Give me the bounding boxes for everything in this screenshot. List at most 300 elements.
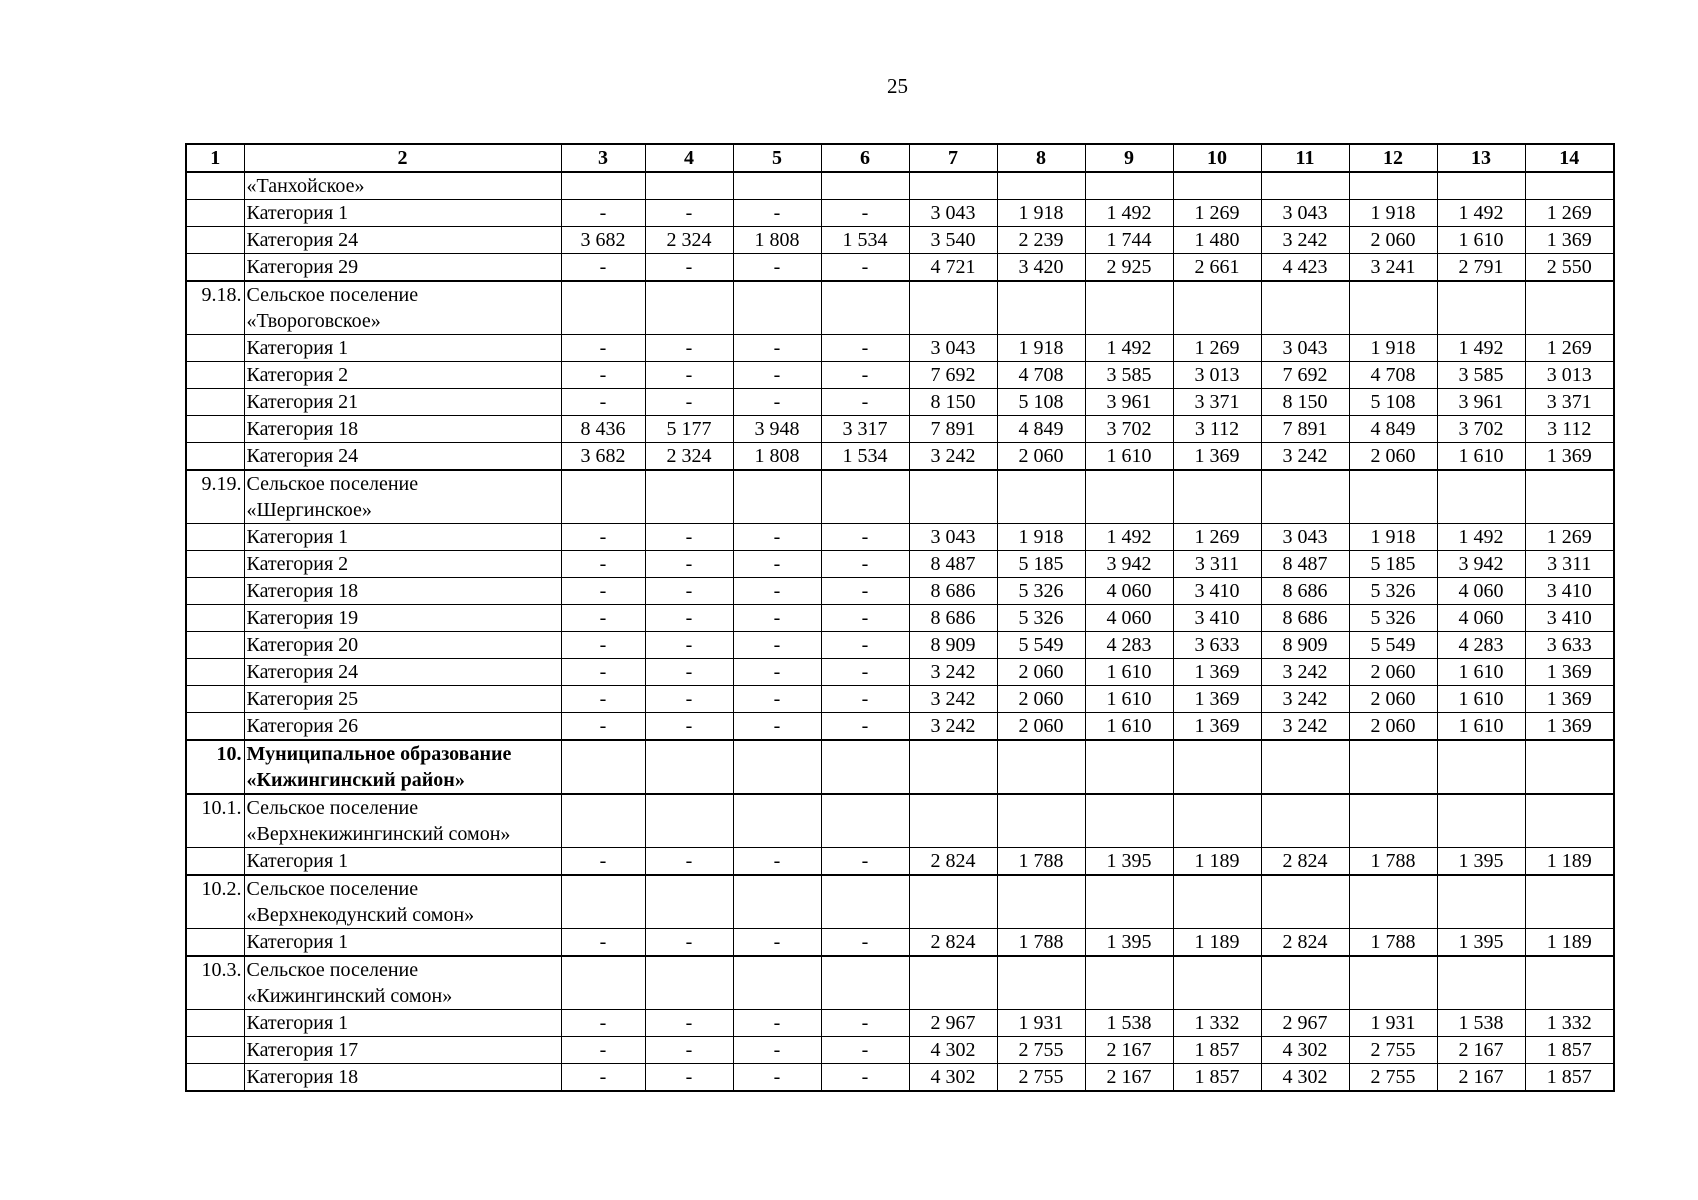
cell-col-9: 4 060 [1085,605,1173,632]
cell-col-9: 4 283 [1085,632,1173,659]
cell-col-10 [1173,956,1261,1010]
table-row [186,389,1614,416]
cell-col-9: 1 610 [1085,686,1173,713]
cell-col-3: - [561,632,645,659]
cell-col-6: - [821,389,909,416]
cell-col-11 [1261,470,1349,524]
cell-col-8: 1 788 [997,929,1085,957]
cell-col-11 [1261,875,1349,929]
cell-col-14: 1 369 [1525,227,1614,254]
cell-col-8: 5 549 [997,632,1085,659]
cell-col-3: 8 436 [561,416,645,443]
cell-col-14 [1525,794,1614,848]
row-name: Категория 19 [244,605,561,632]
cell-col-7 [909,281,997,335]
column-header-10: 10 [1173,144,1261,172]
cell-col-7: 2 967 [909,1010,997,1037]
cell-col-7 [909,172,997,200]
cell-col-9: 4 060 [1085,578,1173,605]
cell-col-7: 4 721 [909,254,997,282]
cell-col-10 [1173,875,1261,929]
cell-col-11: 3 242 [1261,443,1349,471]
row-name: Категория 2 [244,362,561,389]
cell-col-11: 7 692 [1261,362,1349,389]
cell-col-11: 4 302 [1261,1064,1349,1092]
cell-col-14: 1 369 [1525,443,1614,471]
cell-col-11: 3 043 [1261,200,1349,227]
table-row [186,551,1614,578]
cell-col-9: 1 395 [1085,848,1173,876]
cell-col-14: 1 269 [1525,524,1614,551]
cell-col-8: 2 060 [997,659,1085,686]
cell-col-11: 4 302 [1261,1037,1349,1064]
cell-col-14: 3 371 [1525,389,1614,416]
cell-col-11: 7 891 [1261,416,1349,443]
cell-col-4: - [645,1010,733,1037]
cell-col-5: - [733,848,821,876]
cell-col-5: - [733,551,821,578]
table-row [186,578,1614,605]
cell-col-3: - [561,578,645,605]
row-number [186,632,244,659]
cell-col-9: 1 744 [1085,227,1173,254]
cell-col-8: 4 708 [997,362,1085,389]
cell-col-3: - [561,605,645,632]
table-row [186,605,1614,632]
cell-col-8: 2 755 [997,1037,1085,1064]
cell-col-11: 3 242 [1261,227,1349,254]
cell-col-8: 5 326 [997,605,1085,632]
row-number [186,389,244,416]
cell-col-13: 4 060 [1437,578,1525,605]
cell-col-3 [561,875,645,929]
row-number [186,335,244,362]
row-name: Сельское поселение «Шергинское» [244,470,561,524]
cell-col-4: - [645,578,733,605]
cell-col-11: 3 242 [1261,713,1349,741]
cell-col-6: - [821,1010,909,1037]
cell-col-3: - [561,524,645,551]
cell-col-10: 1 857 [1173,1037,1261,1064]
column-header-5: 5 [733,144,821,172]
cell-col-10 [1173,470,1261,524]
row-name: Муниципальное образование «Кижингинский район» [244,740,561,794]
table-row [186,740,1614,794]
cell-col-11 [1261,740,1349,794]
row-name: Категория 29 [244,254,561,282]
row-name: Категория 26 [244,713,561,741]
cell-col-5: - [733,605,821,632]
row-name: Категория 24 [244,659,561,686]
cell-col-12: 4 708 [1349,362,1437,389]
cell-col-6: 3 317 [821,416,909,443]
cell-col-10: 2 661 [1173,254,1261,282]
cell-col-11: 2 824 [1261,848,1349,876]
cell-col-9: 2 167 [1085,1064,1173,1092]
row-number [186,443,244,471]
row-name: Категория 17 [244,1037,561,1064]
table-row [186,416,1614,443]
cell-col-5: 1 808 [733,443,821,471]
cell-col-4: - [645,848,733,876]
cell-col-13: 1 610 [1437,686,1525,713]
cell-col-9 [1085,172,1173,200]
column-header-14: 14 [1525,144,1614,172]
page-number: 25 [887,74,908,98]
cell-col-5 [733,794,821,848]
cell-col-4 [645,470,733,524]
cell-col-3 [561,956,645,1010]
cell-col-10 [1173,172,1261,200]
row-number [186,524,244,551]
cell-col-6 [821,281,909,335]
cell-col-9: 3 942 [1085,551,1173,578]
cell-col-6 [821,172,909,200]
cell-col-14 [1525,281,1614,335]
cell-col-8: 4 849 [997,416,1085,443]
cell-col-7: 4 302 [909,1037,997,1064]
cell-col-7: 8 686 [909,605,997,632]
cell-col-13: 1 610 [1437,227,1525,254]
cell-col-11: 8 686 [1261,578,1349,605]
cell-col-7: 3 540 [909,227,997,254]
cell-col-6: - [821,686,909,713]
cell-col-3 [561,794,645,848]
row-number [186,848,244,876]
cell-col-11: 8 150 [1261,389,1349,416]
cell-col-12: 2 755 [1349,1064,1437,1092]
cell-col-6: - [821,929,909,957]
cell-col-4: - [645,929,733,957]
cell-col-5: - [733,389,821,416]
cell-col-7: 3 043 [909,200,997,227]
cell-col-8: 3 420 [997,254,1085,282]
cell-col-9 [1085,470,1173,524]
cell-col-10: 1 369 [1173,443,1261,471]
cell-col-14: 1 857 [1525,1037,1614,1064]
header-row [186,144,1614,172]
cell-col-12: 1 918 [1349,524,1437,551]
cell-col-14: 1 189 [1525,929,1614,957]
cell-col-13: 3 942 [1437,551,1525,578]
cell-col-12: 4 849 [1349,416,1437,443]
row-number [186,254,244,282]
cell-col-12: 1 788 [1349,929,1437,957]
row-number [186,200,244,227]
cell-col-8 [997,956,1085,1010]
row-name: Категория 24 [244,443,561,471]
cell-col-8: 2 060 [997,686,1085,713]
cell-col-5: - [733,686,821,713]
cell-col-6: - [821,1064,909,1092]
cell-col-9 [1085,794,1173,848]
cell-col-13: 1 610 [1437,713,1525,741]
cell-col-3: - [561,848,645,876]
cell-col-4 [645,740,733,794]
row-number [186,578,244,605]
cell-col-13: 2 167 [1437,1037,1525,1064]
cell-col-14 [1525,956,1614,1010]
cell-col-6 [821,470,909,524]
cell-col-13 [1437,281,1525,335]
cell-col-13: 2 167 [1437,1064,1525,1092]
cell-col-3: - [561,362,645,389]
cell-col-7: 3 242 [909,659,997,686]
cell-col-12: 5 185 [1349,551,1437,578]
row-name: Категория 1 [244,1010,561,1037]
table-row [186,281,1614,335]
cell-col-5: 1 808 [733,227,821,254]
table-row [186,1064,1614,1092]
row-name: Категория 20 [244,632,561,659]
cell-col-14 [1525,172,1614,200]
cell-col-6 [821,740,909,794]
cell-col-4: - [645,200,733,227]
row-name: Категория 24 [244,227,561,254]
row-number [186,551,244,578]
cell-col-6 [821,956,909,1010]
cell-col-12: 1 918 [1349,200,1437,227]
cell-col-7 [909,740,997,794]
cell-col-5 [733,470,821,524]
table-row [186,956,1614,1010]
cell-col-9: 1 492 [1085,524,1173,551]
cell-col-13: 1 610 [1437,443,1525,471]
table-row [186,524,1614,551]
cell-col-4: - [645,254,733,282]
cell-col-4 [645,875,733,929]
cell-col-3: 3 682 [561,443,645,471]
table-row [186,794,1614,848]
cell-col-12 [1349,172,1437,200]
row-name: Сельское поселение «Верхнекижингинский сомон» [244,794,561,848]
cell-col-12: 1 931 [1349,1010,1437,1037]
cell-col-8: 1 788 [997,848,1085,876]
cell-col-3: - [561,713,645,741]
cell-col-6: - [821,362,909,389]
cell-col-14: 1 369 [1525,713,1614,741]
column-header-6: 6 [821,144,909,172]
cell-col-8: 1 918 [997,335,1085,362]
cell-col-7: 3 043 [909,335,997,362]
cell-col-12 [1349,281,1437,335]
cell-col-13 [1437,956,1525,1010]
table-row [186,632,1614,659]
table-row [186,929,1614,957]
cell-col-5: - [733,929,821,957]
cell-col-12: 2 060 [1349,443,1437,471]
cell-col-8: 1 931 [997,1010,1085,1037]
cell-col-14 [1525,875,1614,929]
cell-col-13: 4 060 [1437,605,1525,632]
cell-col-7: 2 824 [909,929,997,957]
row-name: Категория 1 [244,929,561,957]
cell-col-3 [561,470,645,524]
cell-col-14: 3 311 [1525,551,1614,578]
cell-col-12: 5 326 [1349,605,1437,632]
cell-col-3 [561,281,645,335]
cell-col-8 [997,875,1085,929]
cell-col-4: - [645,632,733,659]
cell-col-5: - [733,713,821,741]
cell-col-5 [733,875,821,929]
cell-col-14: 2 550 [1525,254,1614,282]
table-row [186,470,1614,524]
cell-col-8 [997,470,1085,524]
cell-col-9: 1 610 [1085,659,1173,686]
cell-col-4: - [645,362,733,389]
cell-col-14: 1 269 [1525,335,1614,362]
cell-col-4: - [645,551,733,578]
cell-col-3: - [561,659,645,686]
cell-col-7: 8 686 [909,578,997,605]
cell-col-7 [909,875,997,929]
cell-col-7: 3 043 [909,524,997,551]
row-name: Категория 18 [244,416,561,443]
cell-col-9: 1 492 [1085,335,1173,362]
cell-col-8: 5 185 [997,551,1085,578]
cell-col-6: - [821,848,909,876]
cell-col-7 [909,956,997,1010]
cell-col-14: 3 410 [1525,605,1614,632]
cell-col-13 [1437,470,1525,524]
row-number [186,1064,244,1092]
column-header-2: 2 [244,144,561,172]
cell-col-10: 3 112 [1173,416,1261,443]
cell-col-9: 3 702 [1085,416,1173,443]
cell-col-11 [1261,794,1349,848]
row-number: 9.18. [186,281,244,335]
cell-col-6: - [821,578,909,605]
cell-col-11: 3 242 [1261,659,1349,686]
cell-col-9 [1085,956,1173,1010]
cell-col-4 [645,172,733,200]
row-name: Категория 18 [244,578,561,605]
table-row [186,659,1614,686]
cell-col-4: - [645,389,733,416]
cell-col-6: - [821,551,909,578]
cell-col-7: 3 242 [909,713,997,741]
cell-col-10 [1173,281,1261,335]
table-row [186,200,1614,227]
cell-col-10: 3 311 [1173,551,1261,578]
row-number: 10.2. [186,875,244,929]
cell-col-12: 3 241 [1349,254,1437,282]
cell-col-13: 3 702 [1437,416,1525,443]
cell-col-10: 1 189 [1173,929,1261,957]
cell-col-9: 1 492 [1085,200,1173,227]
table-row [186,254,1614,282]
cell-col-6: 1 534 [821,227,909,254]
cell-col-5 [733,740,821,794]
cell-col-10: 1 369 [1173,659,1261,686]
cell-col-9: 2 167 [1085,1037,1173,1064]
cell-col-9 [1085,875,1173,929]
cell-col-11 [1261,956,1349,1010]
cell-col-14 [1525,470,1614,524]
cell-col-13: 3 585 [1437,362,1525,389]
cell-col-9: 1 395 [1085,929,1173,957]
cell-col-12: 5 549 [1349,632,1437,659]
cell-col-3: - [561,1037,645,1064]
column-header-4: 4 [645,144,733,172]
cell-col-3: - [561,929,645,957]
cell-col-9: 1 610 [1085,443,1173,471]
cell-col-5: - [733,1010,821,1037]
cell-col-13 [1437,875,1525,929]
row-number: 9.19. [186,470,244,524]
cell-col-9: 2 925 [1085,254,1173,282]
cell-col-5: 3 948 [733,416,821,443]
cell-col-12: 2 060 [1349,659,1437,686]
column-header-1: 1 [186,144,244,172]
row-number [186,1010,244,1037]
cell-col-7: 8 150 [909,389,997,416]
cell-col-11: 3 043 [1261,524,1349,551]
cell-col-13: 1 538 [1437,1010,1525,1037]
row-name: Категория 18 [244,1064,561,1092]
cell-col-13: 1 492 [1437,200,1525,227]
cell-col-3: - [561,686,645,713]
cell-col-12: 2 060 [1349,686,1437,713]
cell-col-6: - [821,1037,909,1064]
cell-col-10: 1 369 [1173,686,1261,713]
cell-col-8 [997,172,1085,200]
row-number [186,686,244,713]
cell-col-6: - [821,335,909,362]
row-name: Категория 2 [244,551,561,578]
row-number [186,416,244,443]
cell-col-4: 2 324 [645,227,733,254]
cell-col-7: 4 302 [909,1064,997,1092]
cell-col-4: - [645,524,733,551]
cell-col-11: 8 686 [1261,605,1349,632]
cell-col-10: 1 189 [1173,848,1261,876]
cell-col-4: - [645,1037,733,1064]
table-row [186,713,1614,741]
table-body [186,172,1614,1091]
cell-col-9: 1 538 [1085,1010,1173,1037]
cell-col-12 [1349,740,1437,794]
row-name: Категория 1 [244,200,561,227]
column-header-8: 8 [997,144,1085,172]
cell-col-11: 2 824 [1261,929,1349,957]
cell-col-12: 2 060 [1349,713,1437,741]
cell-col-10: 1 269 [1173,524,1261,551]
cell-col-5: - [733,578,821,605]
cell-col-8: 5 326 [997,578,1085,605]
cell-col-11 [1261,172,1349,200]
column-header-11: 11 [1261,144,1349,172]
cell-col-7: 2 824 [909,848,997,876]
cell-col-11: 2 967 [1261,1010,1349,1037]
table-row [186,443,1614,471]
cell-col-6: - [821,659,909,686]
column-header-9: 9 [1085,144,1173,172]
cell-col-8: 1 918 [997,200,1085,227]
cell-col-11: 8 487 [1261,551,1349,578]
row-number [186,659,244,686]
cell-col-8: 2 239 [997,227,1085,254]
row-number [186,172,244,200]
cell-col-8 [997,794,1085,848]
cell-col-12: 2 060 [1349,227,1437,254]
cell-col-4: - [645,686,733,713]
cell-col-3: - [561,254,645,282]
cell-col-4: 5 177 [645,416,733,443]
row-name: «Танхойское» [244,172,561,200]
table-row [186,362,1614,389]
